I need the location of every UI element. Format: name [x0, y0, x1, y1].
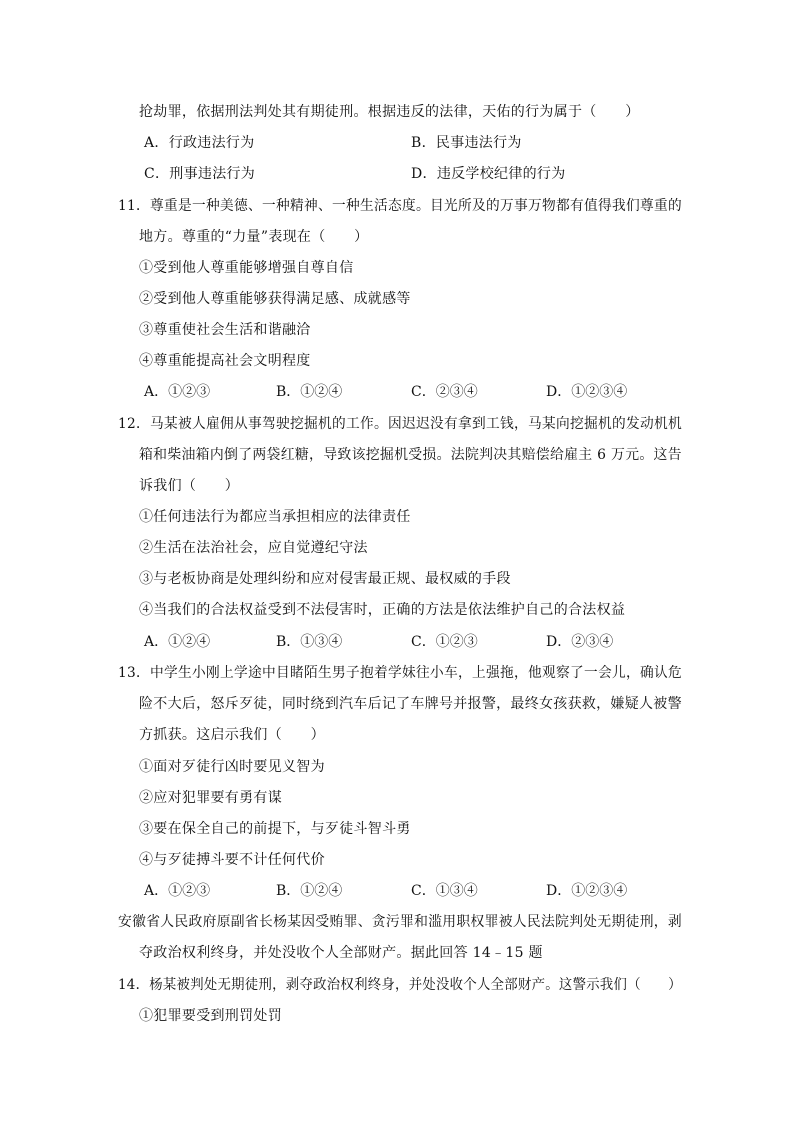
q11-option-c: C．②③④: [411, 384, 478, 400]
q10-option-b: B．民事违法行为: [411, 135, 522, 151]
q12-item-1: ①任何违法行为都应当承担相应的法律责任: [139, 509, 411, 525]
q13-item-1: ①面对歹徒行凶时要见义智为: [139, 759, 325, 775]
q11-item-2: ②受到他人尊重能够获得满足感、成就感等: [139, 291, 411, 307]
q12-option-a: A．①②④: [144, 634, 211, 650]
q13-stem-line-2: 险不大后，怒斥歹徒，同时绕到汽车后记了车牌号并报警，最终女孩获救，嫌疑人被警: [139, 696, 682, 712]
q13-stem-line-1: 13．中学生小刚上学途中目睹陌生男子抱着学妹往小车，上强拖，他观察了一会儿，确认危: [118, 665, 683, 681]
q14-stem-line-1: 14．杨某被判处无期徒刑，剥夺政治权利终身，并处没收个人全部财产。这警示我们（ ）: [118, 977, 682, 993]
q12-item-4: ④当我们的合法权益受到不法侵害时，正确的方法是依法维护自己的合法权益: [139, 602, 626, 618]
q13-option-a: A．①②③: [144, 883, 211, 899]
q12-option-c: C．①②③: [411, 634, 478, 650]
material-line-1: 安徽省人民政府原副省长杨某因受贿罪、贪污罪和滥用职权罪被人民法院判处无期徒刑，剥: [118, 914, 682, 930]
q11-option-a: A．①②③: [144, 384, 211, 400]
q12-item-2: ②生活在法治社会，应自觉遵纪守法: [139, 540, 368, 556]
q11-stem-line-1: 11．尊重是一种美德、一种精神、一种生活态度。目光所及的万事万物都有值得我们尊重的: [118, 198, 683, 214]
q13-stem-line-3: 方抓获。这启示我们（ ）: [139, 727, 325, 743]
q10-option-d: D．违反学校纪律的行为: [411, 166, 566, 182]
q11-option-b: B．①②④: [276, 384, 343, 400]
q11-item-3: ③尊重使社会生活和谐融洽: [139, 322, 311, 338]
q13-option-c: C．①③④: [411, 883, 478, 899]
q10-continuation: 抢劫罪，依据刑法判处其有期徒刑。根据违反的法律，天佑的行为属于（ ）: [139, 104, 640, 120]
q11-item-1: ①受到他人尊重能够增强自尊自信: [139, 260, 354, 276]
q12-option-b: B．①③④: [276, 634, 343, 650]
q12-stem-line-3: 诉我们（ ）: [139, 478, 240, 494]
q13-option-d: D．①②③④: [546, 883, 628, 899]
q11-stem-line-2: 地方。尊重的“力量”表现在（ ）: [139, 229, 369, 245]
q13-item-4: ④与歹徒搏斗要不计任何代价: [139, 852, 325, 868]
q11-item-4: ④尊重能提高社会文明程度: [139, 353, 311, 369]
q13-option-b: B．①②④: [276, 883, 343, 899]
q12-item-3: ③与老板协商是处理纠纷和应对侵害最正规、最权威的手段: [139, 571, 511, 587]
q14-item-1: ①犯罪要受到刑罚处罚: [139, 1008, 282, 1024]
q12-stem-line-1: 12．马某被人雇佣从事驾驶挖掘机的工作。因迟迟没有拿到工钱，马某向挖掘机的发动机机: [118, 416, 683, 432]
q11-option-d: D．①②③④: [546, 384, 628, 400]
q12-option-d: D．②③④: [546, 634, 614, 650]
q12-stem-line-2: 箱和柴油箱内倒了两袋红糖，导致该挖掘机受损。法院判决其赔偿给雇主 6 万元。这告: [139, 447, 682, 463]
material-line-2: 夺政治权利终身，并处没收个人全部财产。据此回答 14﹣15 题: [139, 945, 543, 961]
q13-item-3: ③要在保全自己的前提下，与歹徒斗智斗勇: [139, 821, 411, 837]
q10-option-a: A．行政违法行为: [144, 135, 255, 151]
q10-option-c: C．刑事违法行为: [144, 166, 256, 182]
q13-item-2: ②应对犯罪要有勇有谋: [139, 790, 282, 806]
